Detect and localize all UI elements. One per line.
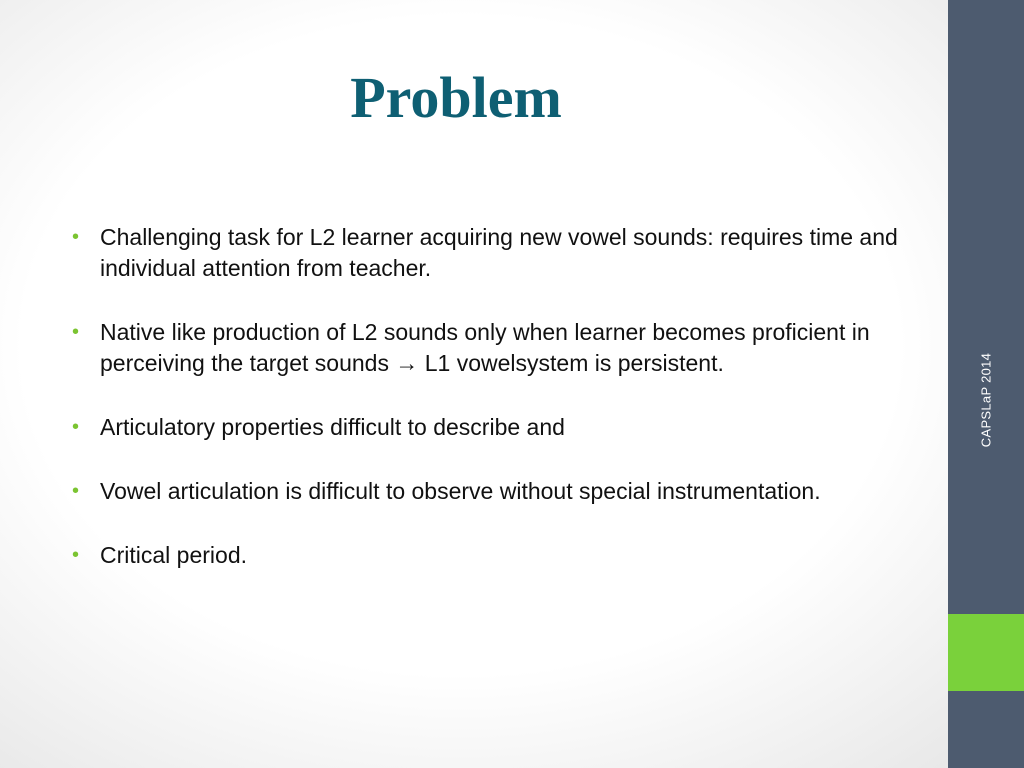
bullet-text: Articulatory properties difficult to describe and bbox=[100, 414, 565, 440]
bullet-item bbox=[72, 476, 902, 507]
bullet-text-continued: L1 vowelsystem is persistent. bbox=[418, 350, 724, 376]
bullet-dot-icon: • bbox=[72, 544, 80, 566]
bullet-text: Vowel articulation is difficult to observe without special instrumentation. bbox=[100, 478, 821, 504]
bullet-text: Critical period. bbox=[100, 542, 247, 568]
sidebar-accent-block bbox=[948, 614, 1024, 691]
bullet-dot-icon: • bbox=[72, 416, 80, 438]
bullet-item bbox=[72, 412, 902, 443]
bullet-item bbox=[72, 540, 902, 571]
right-arrow-icon: → bbox=[395, 350, 419, 376]
bullet-dot-icon: • bbox=[72, 226, 80, 248]
bullet-dot-icon: • bbox=[72, 480, 80, 502]
bullet-list bbox=[72, 222, 902, 604]
slide-title: Problem bbox=[350, 65, 562, 130]
bullet-text: Challenging task for L2 learner acquiring new vowel sounds: requires time and individual attention from teacher. bbox=[100, 224, 898, 281]
bullet-dot-icon: • bbox=[72, 321, 80, 343]
footer-label: CAPSLaP 2014 bbox=[978, 352, 994, 448]
bullet-text: Native like production of L2 sounds only when learner becomes proficient in perceiving the target sounds bbox=[100, 319, 870, 376]
bullet-item bbox=[72, 222, 902, 284]
bullet-item bbox=[72, 317, 902, 379]
